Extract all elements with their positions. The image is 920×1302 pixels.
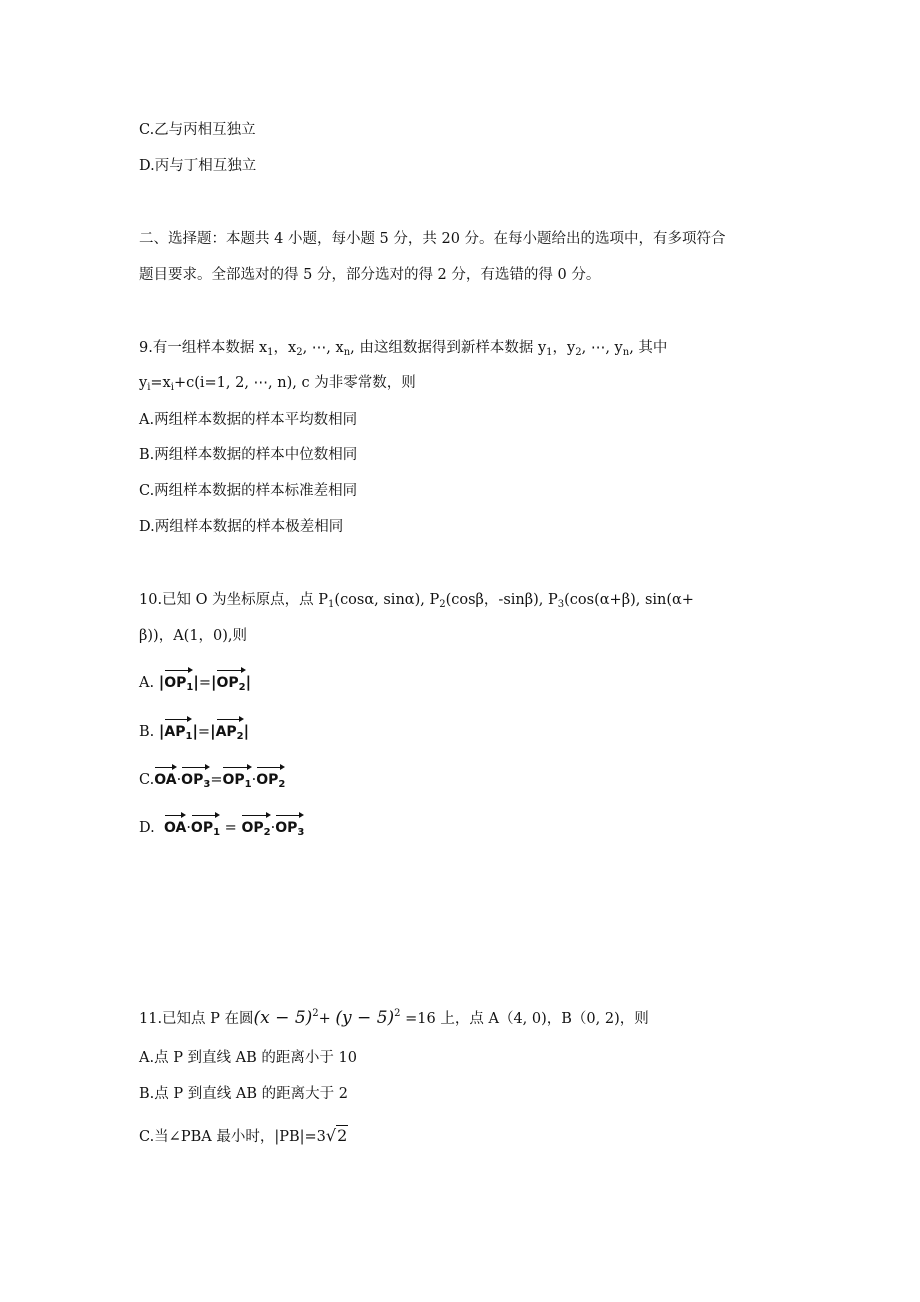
vector-op1: $OP_1$ <box>164 668 193 698</box>
vector-op2: $OP_2$ <box>256 765 285 795</box>
vector-op1: $OP_1$ <box>191 813 220 843</box>
question-9-option-a: A.两组样本数据的样本平均数相同 <box>139 412 358 428</box>
question-9-option-d: D.两组样本数据的样本极差相同 <box>139 519 344 535</box>
vector-ap2: $AP_2$ <box>216 717 244 747</box>
question-10-stem-line-1: 10.已知 O 为坐标原点，点 $P_1(\cos\alpha$, sinα), $P_2(\cos\beta$，-sinβ), $P_3(\cos(\alpha+\beta)$, sin(α+ <box>139 592 694 610</box>
question-11-stem: 11.已知点 P 在圆$(x - 5)^2+ (y - 5)^2 =16$ 上，点 A（4, 0)，B（0, 2)，则 <box>139 1008 649 1028</box>
section-heading-line-2: 题目要求。全部选对的得 5 分，部分选对的得 2 分，有选错的得 0 分。 <box>139 267 601 283</box>
vector-op3: $OP_3$ <box>275 813 304 843</box>
question-9-option-b: B.两组样本数据的样本中位数相同 <box>139 447 358 463</box>
vector-ap1: $AP_1$ <box>164 717 192 747</box>
vector-op1: $OP_1$ <box>222 765 251 795</box>
question-11-option-c: C.当∠PBA 最小时，|PB|=3√2 <box>139 1126 348 1145</box>
vector-oa: OA <box>164 813 186 838</box>
vector-op2: $OP_2$ <box>241 813 270 843</box>
vector-oa: OA <box>154 765 176 790</box>
question-10-option-b: B. $|AP_1|=|AP_2|$ <box>139 717 249 747</box>
question-9-stem-line-2: $y_i=x_i+c(i=1$, 2, ⋯, n), c 为非零常数，则 <box>139 375 416 393</box>
vector-op2: $OP_2$ <box>216 668 245 698</box>
section-heading-line-1: 二、选择题：本题共 4 小题，每小题 5 分，共 20 分。在每小题给出的选项中，有多项符合 <box>139 231 726 247</box>
sqrt-symbol: √2 <box>325 1126 348 1145</box>
option-d-line: D.丙与丁相互独立 <box>139 158 257 174</box>
question-9-stem-line-1: 9.有一组样本数据 $x_1$，$x_2$, ⋯, $x_n$, 由这组数据得到新样本数据 $y_1$，$y_2$, ⋯, $y_n$, 其中 <box>139 340 668 358</box>
option-c-line: C.乙与丙相互独立 <box>139 122 256 138</box>
question-11-option-a: A.点 P 到直线 AB 的距离小于 10 <box>139 1050 357 1066</box>
question-10-option-c: $C.OA\cdot OP_3=OP_1\cdot OP_2$ <box>139 765 285 795</box>
question-11-option-b: B.点 P 到直线 AB 的距离大于 2 <box>139 1086 348 1102</box>
question-10-option-d: D. $OA\cdot OP_1 = OP_2\cdot OP_3$ <box>139 813 304 843</box>
vector-op3: $OP_3$ <box>181 765 210 795</box>
question-10-stem-line-2: β))，A(1，0),则 <box>139 628 248 644</box>
question-10-option-a: A. $|OP_1|=|OP_2|$ <box>139 668 251 698</box>
question-9-option-c: C.两组样本数据的样本标准差相同 <box>139 483 358 499</box>
